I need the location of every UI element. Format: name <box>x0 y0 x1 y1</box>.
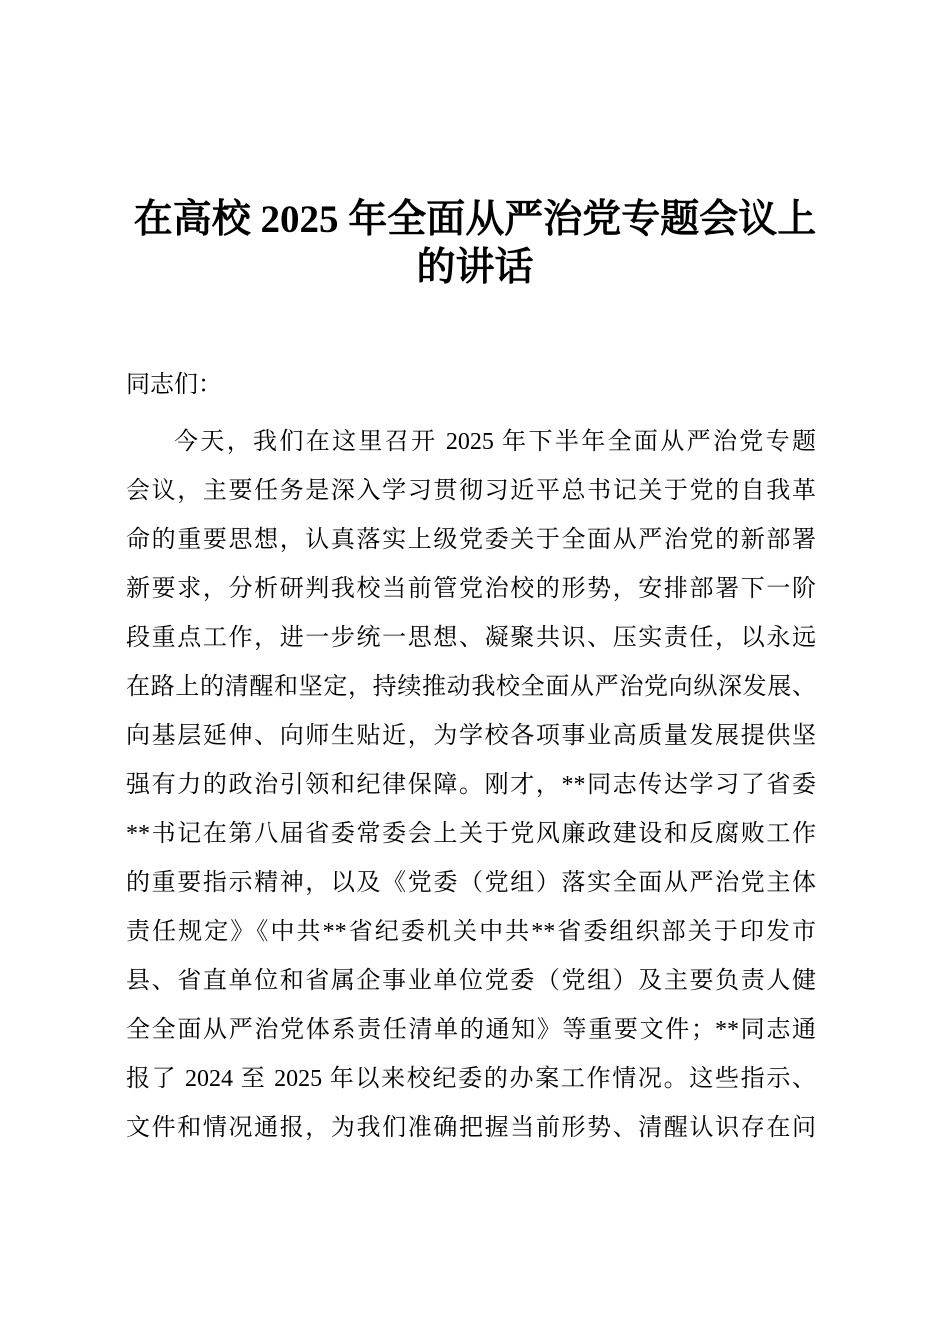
paragraph-line-14: 报了 2024 至 2025 年以来校纪委的办案工作情况。这些指示、 <box>126 1066 816 1092</box>
paragraph-line-1: 今天，我们在这里召开 2025 年下半年全面从严治党专题 <box>174 429 816 455</box>
paragraph-line-2: 会议，主要任务是深入学习贯彻习近平总书记关于党的自我革 <box>126 478 816 504</box>
paragraph-line-10: 的重要指示精神，以及《党委（党组）落实全面从严治党主体 <box>126 870 816 896</box>
paragraph-line-7: 向基层延伸、向师生贴近，为学校各项事业高质量发展提供坚 <box>126 723 816 749</box>
paragraph-line-8: 强有力的政治引领和纪律保障。刚才，**同志传达学习了省委 <box>126 772 816 798</box>
paragraph-line-12: 县、省直单位和省属企事业单位党委（党组）及主要负责人健 <box>126 968 816 994</box>
paragraph-line-4: 新要求，分析研判我校当前管党治校的形势，安排部署下一阶 <box>126 576 816 602</box>
document-title-line-2: 的讲话 <box>416 246 534 289</box>
paragraph-line-15: 文件和情况通报，为我们准确把握当前形势、清醒认识存在问 <box>126 1115 816 1141</box>
paragraph-line-11: 责任规定》《中共**省纪委机关中共**省委组织部关于印发市 <box>126 919 816 945</box>
document-title <box>0 196 950 292</box>
document-body <box>126 361 816 1153</box>
paragraph-line-5: 段重点工作，进一步统一思想、凝聚共识、压实责任，以永远 <box>126 625 816 651</box>
salutation: 同志们： <box>126 372 222 398</box>
paragraph-line-6: 在路上的清醒和坚定，持续推动我校全面从严治党向纵深发展、 <box>126 674 816 700</box>
document-title-line-1: 在高校 2025 年全面从严治党专题会议上 <box>133 198 817 241</box>
paragraph-line-13: 全全面从严治党体系责任清单的通知》等重要文件；**同志通 <box>126 1017 816 1043</box>
paragraph-line-9: **书记在第八届省委常委会上关于党风廉政建设和反腐败工作 <box>126 821 816 847</box>
paragraph-line-3: 命的重要思想，认真落实上级党委关于全面从严治党的新部署 <box>126 527 816 553</box>
body-paragraph <box>126 418 816 1153</box>
